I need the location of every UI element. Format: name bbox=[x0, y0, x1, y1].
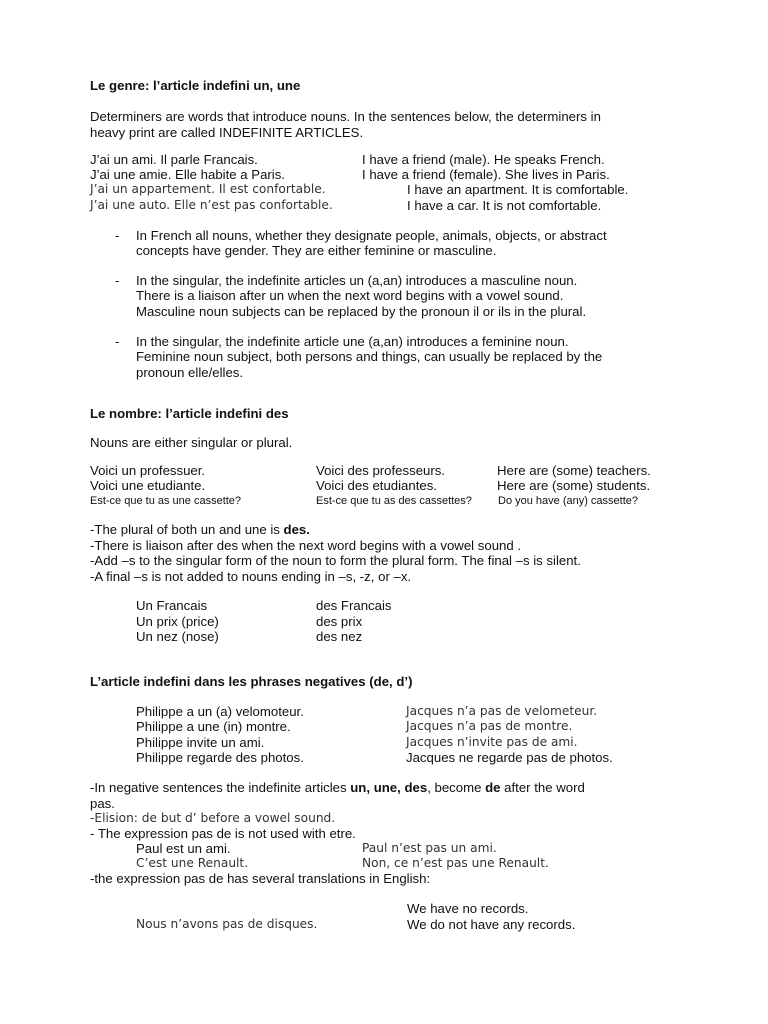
bullet-text-line: There is a liaison after un when the next word begins with a vowel sound. bbox=[136, 288, 564, 303]
plural-noun: des nez bbox=[316, 629, 363, 644]
plural-noun: des prix bbox=[316, 614, 363, 629]
negative-sentence: Jacques n’a pas de montre. bbox=[406, 719, 573, 733]
rule-text: after the word bbox=[500, 780, 585, 795]
bullet-dash: - bbox=[115, 228, 120, 243]
bullet-text-line: pronoun elle/elles. bbox=[136, 365, 244, 380]
bullet-text-line: Masculine noun subjects can be replaced by the pronoun il or ils in the plural. bbox=[136, 304, 587, 319]
french-sentence: J’ai un appartement. Il est confortable. bbox=[90, 182, 326, 196]
bullet-dash: - bbox=[115, 273, 120, 288]
positive-sentence: C’est une Renault. bbox=[136, 856, 249, 870]
positive-sentence: Paul est un ami. bbox=[136, 841, 231, 856]
rule-add-s: -Add –s to the singular form of the noun to form the plural form. The final –s is silent. bbox=[90, 553, 581, 568]
english-translation: We have no records. bbox=[407, 901, 529, 916]
positive-sentence: Philippe a un (a) velomoteur. bbox=[136, 704, 304, 719]
negative-sentence: Paul n’est pas un ami. bbox=[362, 841, 497, 855]
rule-bold-term: des. bbox=[283, 522, 310, 537]
singular-example: Voici une etudiante. bbox=[90, 478, 206, 493]
negative-rule-continued: pas. bbox=[90, 796, 115, 811]
bullet-text-line: concepts have gender. They are either feminine or masculine. bbox=[136, 243, 497, 258]
bullet-text-line: Feminine noun subject, both persons and things, can usually be replaced by the bbox=[136, 349, 603, 364]
rule-text: -In negative sentences the indefinite articles bbox=[90, 780, 351, 795]
section-title-negatives: L’article indefini dans les phrases negatives (de, d’) bbox=[90, 674, 413, 689]
translations-intro: -the expression pas de has several translations in English: bbox=[90, 871, 431, 886]
rule-liaison: -There is liaison after des when the next word begins with a vowel sound . bbox=[90, 538, 522, 553]
positive-sentence: Philippe invite un ami. bbox=[136, 735, 265, 750]
intro-line-1: Determiners are words that introduce nouns. In the sentences below, the determiners in bbox=[90, 109, 601, 124]
english-translation: Here are (some) teachers. bbox=[497, 463, 651, 478]
negative-sentence: Jacques n’invite pas de ami. bbox=[406, 735, 578, 749]
rule-final-s: -A final –s is not added to nouns ending in –s, -z, or –x. bbox=[90, 569, 412, 584]
section-title-nombre: Le nombre: l’article indefini des bbox=[90, 406, 289, 421]
etre-rule: - The expression pas de is not used with etre. bbox=[90, 826, 356, 841]
singular-example: Est-ce que tu as une cassette? bbox=[90, 495, 242, 507]
section-intro: Nouns are either singular or plural. bbox=[90, 435, 293, 450]
english-translation: I have a friend (female). She lives in Paris. bbox=[362, 167, 610, 182]
rule-text: -The plural of both un and une is bbox=[90, 522, 284, 537]
negative-sentence: Jacques ne regarde pas de photos. bbox=[406, 750, 613, 765]
singular-noun: Un Francais bbox=[136, 598, 208, 613]
positive-sentence: Philippe regarde des photos. bbox=[136, 750, 304, 765]
bullet-text-line: In the singular, the indefinite article une (a,an) introduces a feminine noun. bbox=[136, 334, 569, 349]
french-sentence: J’ai une auto. Elle n’est pas confortable. bbox=[90, 198, 333, 212]
singular-example: Voici un professuer. bbox=[90, 463, 206, 478]
bullet-dash: - bbox=[115, 334, 120, 349]
bullet-text-line: In French all nouns, whether they designate people, animals, objects, or abstract bbox=[136, 228, 607, 243]
french-sentence: Nous n’avons pas de disques. bbox=[136, 917, 318, 931]
english-translation: I have a car. It is not comfortable. bbox=[407, 198, 602, 213]
english-translation: We do not have any records. bbox=[407, 917, 576, 932]
english-translation: Here are (some) students. bbox=[497, 478, 651, 493]
english-translation: I have a friend (male). He speaks French. bbox=[362, 152, 605, 167]
rule-bold-term: de bbox=[485, 780, 501, 795]
rule-text: , become bbox=[427, 780, 486, 795]
singular-noun: Un nez (nose) bbox=[136, 629, 219, 644]
elision-rule: -Elision: de but d’ before a vowel sound. bbox=[90, 811, 336, 825]
bullet-text-line: In the singular, the indefinite articles un (a,an) introduces a masculine noun. bbox=[136, 273, 578, 288]
intro-line-2: heavy print are called INDEFINITE ARTICLES. bbox=[90, 125, 364, 140]
singular-noun: Un prix (price) bbox=[136, 614, 219, 629]
section-title-genre: Le genre: l’article indefini un, une bbox=[90, 78, 301, 93]
plural-example: Est-ce que tu as des cassettes? bbox=[316, 495, 472, 507]
positive-sentence: Philippe a une (in) montre. bbox=[136, 719, 291, 734]
negative-sentence: Jacques n’a pas de velometeur. bbox=[406, 704, 598, 718]
negative-sentence: Non, ce n’est pas une Renault. bbox=[362, 856, 549, 870]
english-translation: Do you have (any) cassette? bbox=[498, 495, 639, 507]
plural-example: Voici des etudiantes. bbox=[316, 478, 437, 493]
plural-example: Voici des professeurs. bbox=[316, 463, 446, 478]
french-sentence: J’ai un ami. Il parle Francais. bbox=[90, 152, 258, 167]
rule-bold-term: un, une, des bbox=[350, 780, 428, 795]
french-sentence: J’ai une amie. Elle habite a Paris. bbox=[90, 167, 285, 182]
english-translation: I have an apartment. It is comfortable. bbox=[407, 182, 629, 197]
negative-rule bbox=[90, 780, 585, 796]
rule-plural-des bbox=[90, 522, 310, 538]
plural-noun: des Francais bbox=[316, 598, 392, 613]
